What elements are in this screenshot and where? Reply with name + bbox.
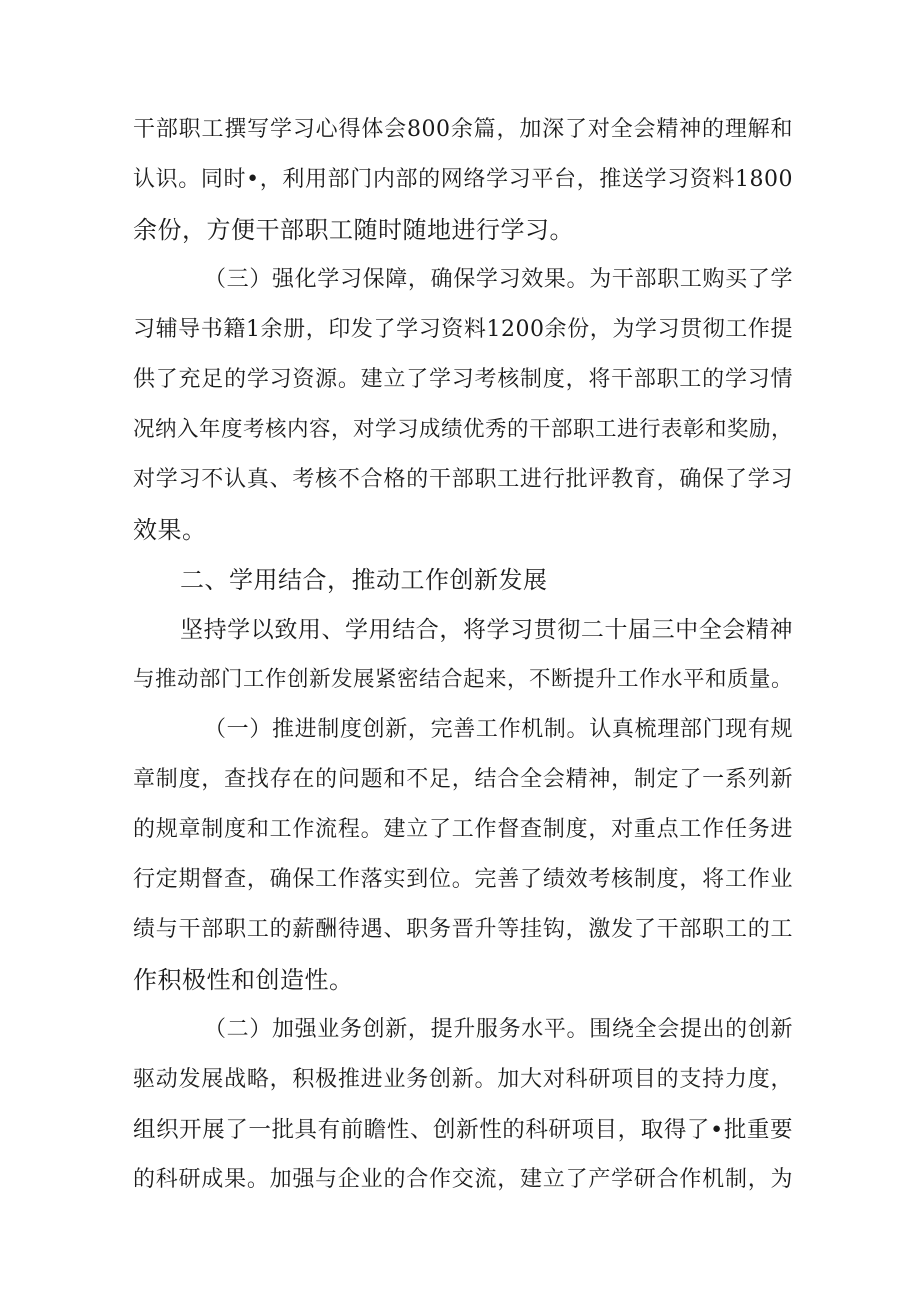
subsection-heading-line: （三）强化学习保障，确保学习效果。为干部职工购买了学 [204,267,793,292]
body-text-line: 组织开展了一批具有前瞻性、创新性的科研项目，取得了•批重要 [133,1117,793,1143]
body-text-line: 况纳入年度考核内容，对学习成绩优秀的干部职工进行表彰和奖励， [133,417,794,442]
body-text-line: 效果。 [133,516,207,544]
subsection-heading-line: （一）推进制度创新，完善工作机制。认真梳理部门现有规 [204,717,793,742]
body-text-line: 的规章制度和工作流程。建立了工作督查制度，对重点工作任务进 [133,817,793,842]
body-text-line: 认识。同时•，利用部门内部的网络学习平台，推送学习资料1800 [133,167,793,192]
subsection-heading-line: （二）加强业务创新，提升服务水平。围绕全会提出的创新 [204,1017,793,1042]
body-text-line: 供了充足的学习资源。建立了学习考核制度，将干部职工的学习情 [133,367,793,392]
body-text-line: 对学习不认真、考核不合格的干部职工进行批评教育，确保了学习 [133,467,793,492]
body-text-line: 章制度，查找存在的问题和不足，结合全会精神，制定了一系列新 [133,767,793,792]
body-text-line: 余份，方便干部职工随时随地进行学习。 [133,216,574,244]
body-text-line: 与推动部门工作创新发展紧密结合起来，不断提升工作水平和质量。 [133,667,794,692]
body-text-line: 干部职工撰写学习心得体会800余篇，加深了对全会精神的理解和 [133,117,793,142]
body-text-line: 行定期督查，确保工作落实到位。完善了绩效考核制度，将工作业 [133,867,793,892]
body-text-line: 驱动发展战略，积极推进业务创新。加大对科研项目的支持力度， [133,1067,793,1092]
body-text-line: 绩与干部职工的薪酬待遇、职务晋升等挂钩，激发了干部职工的工 [133,917,793,942]
body-text-line: 作积极性和创造性。 [133,966,354,994]
section-heading: 二、学用结合，推动工作创新发展 [180,566,548,594]
body-text-line: 习辅导书籍1余册，印发了学习资料1200余份，为学习贯彻工作提 [133,317,793,342]
body-text-line: 的科研成果。加强与企业的合作交流，建立了产学研合作机制，为 [133,1167,793,1192]
body-text-line: 坚持学以致用、学用结合，将学习贯彻二十届三中全会精神 [180,617,793,643]
